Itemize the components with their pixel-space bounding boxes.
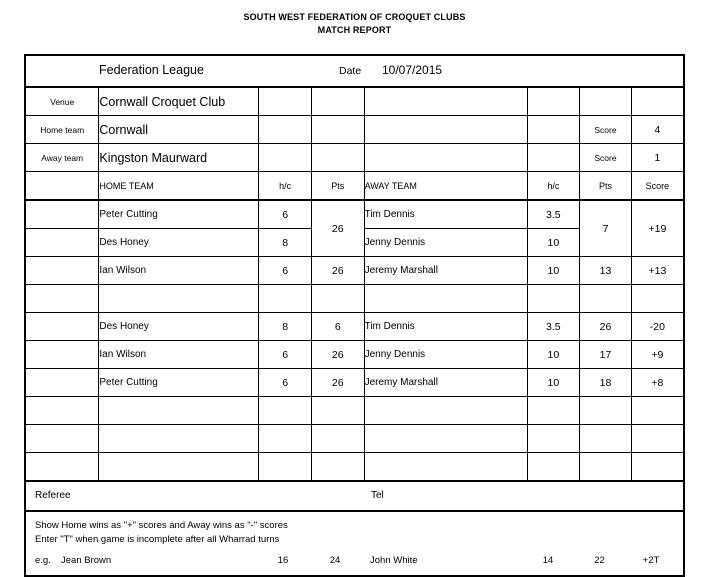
game-row bbox=[25, 369, 684, 397]
game-score[interactable]: +9 bbox=[631, 341, 684, 369]
col-header-blank bbox=[25, 172, 99, 201]
game-row-marker bbox=[25, 200, 99, 229]
game-home-name[interactable]: Des Honey bbox=[99, 229, 259, 257]
away-team-value[interactable]: Kingston Maurward bbox=[99, 144, 259, 172]
venue-blank-home-hc bbox=[259, 87, 312, 116]
game-home-hc[interactable]: 6 bbox=[259, 200, 312, 229]
game-home-name[interactable]: Ian Wilson bbox=[99, 341, 259, 369]
blank-cell bbox=[25, 453, 99, 482]
col-header-away-team: AWAY TEAM bbox=[364, 172, 527, 201]
blank-cell[interactable] bbox=[527, 453, 580, 482]
venue-blank-away bbox=[364, 87, 527, 116]
game-away-name[interactable]: Tim Dennis bbox=[364, 313, 527, 341]
game-home-name[interactable]: Des Honey bbox=[99, 313, 259, 341]
game-row-marker bbox=[25, 341, 99, 369]
game-home-pts[interactable]: 26 bbox=[311, 369, 364, 397]
column-header-row bbox=[25, 172, 684, 201]
game-away-hc[interactable]: 10 bbox=[527, 229, 580, 257]
blank-cell[interactable] bbox=[259, 397, 312, 425]
example-away-name: John White bbox=[370, 555, 418, 566]
blank-cell[interactable] bbox=[99, 425, 259, 453]
spacer-cell[interactable] bbox=[311, 285, 364, 313]
game-row bbox=[25, 200, 684, 229]
game-away-pts[interactable]: 7 bbox=[580, 200, 632, 257]
col-header-home-pts: Pts bbox=[311, 172, 364, 201]
example-home-pts: 24 bbox=[329, 555, 341, 566]
blank-cell[interactable] bbox=[580, 453, 632, 482]
game-away-pts[interactable]: 18 bbox=[580, 369, 632, 397]
game-home-hc[interactable]: 6 bbox=[259, 369, 312, 397]
game-score[interactable]: +13 bbox=[631, 257, 684, 285]
game-home-hc[interactable]: 6 bbox=[259, 341, 312, 369]
venue-blank-away-hc bbox=[527, 87, 580, 116]
game-row bbox=[25, 257, 684, 285]
venue-row bbox=[25, 87, 684, 116]
venue-value[interactable]: Cornwall Croquet Club bbox=[99, 87, 259, 116]
league-date-cell bbox=[25, 55, 684, 87]
home-score-value[interactable]: 4 bbox=[631, 116, 684, 144]
title-line-1: SOUTH WEST FEDERATION OF CROQUET CLUBS bbox=[243, 12, 466, 22]
blank-cell[interactable] bbox=[311, 425, 364, 453]
league-name: Federation League bbox=[99, 63, 204, 77]
blank-cell[interactable] bbox=[527, 397, 580, 425]
home-team-label: Home team bbox=[25, 116, 99, 144]
blank-cell[interactable] bbox=[631, 425, 684, 453]
game-row bbox=[25, 341, 684, 369]
document-title bbox=[0, 0, 709, 37]
home-blank-away bbox=[364, 116, 527, 144]
game-score[interactable]: +19 bbox=[631, 200, 684, 257]
game-home-name[interactable]: Peter Cutting bbox=[99, 369, 259, 397]
home-blank-hc bbox=[259, 116, 312, 144]
col-header-away-pts: Pts bbox=[580, 172, 632, 201]
game-away-pts[interactable]: 17 bbox=[580, 341, 632, 369]
game-row-marker bbox=[25, 313, 99, 341]
game-score[interactable]: +8 bbox=[631, 369, 684, 397]
away-blank-pts bbox=[311, 144, 364, 172]
blank-entry-row bbox=[25, 425, 684, 453]
match-report-table bbox=[24, 54, 685, 577]
match-report-form bbox=[24, 54, 685, 577]
spacer-row bbox=[25, 285, 684, 313]
blank-cell bbox=[25, 397, 99, 425]
example-home-hc: 16 bbox=[277, 555, 289, 566]
league-date-row bbox=[25, 55, 684, 87]
game-home-pts[interactable]: 26 bbox=[311, 341, 364, 369]
col-header-away-hc: h/c bbox=[527, 172, 580, 201]
spacer-cell[interactable] bbox=[99, 285, 259, 313]
game-home-pts[interactable]: 26 bbox=[311, 257, 364, 285]
game-away-hc[interactable]: 3.5 bbox=[527, 313, 580, 341]
example-score: +2T bbox=[642, 555, 660, 566]
notes-row bbox=[25, 511, 684, 576]
referee-cell bbox=[25, 481, 684, 511]
game-row bbox=[25, 313, 684, 341]
blank-cell[interactable] bbox=[580, 425, 632, 453]
venue-blank-home-pts bbox=[311, 87, 364, 116]
game-home-hc[interactable]: 6 bbox=[259, 257, 312, 285]
game-home-name[interactable]: Ian Wilson bbox=[99, 257, 259, 285]
game-row-marker bbox=[25, 257, 99, 285]
game-away-name[interactable]: Jenny Dennis bbox=[364, 229, 527, 257]
notes-cell bbox=[25, 511, 684, 576]
game-score[interactable]: -20 bbox=[631, 313, 684, 341]
blank-cell[interactable] bbox=[99, 453, 259, 482]
blank-entry-row bbox=[25, 453, 684, 482]
home-blank-away-hc bbox=[527, 116, 580, 144]
col-header-home-team: HOME TEAM bbox=[99, 172, 259, 201]
game-away-hc[interactable]: 3.5 bbox=[527, 200, 580, 229]
away-blank-away-hc bbox=[527, 144, 580, 172]
col-header-score: Score bbox=[631, 172, 684, 201]
blank-cell[interactable] bbox=[527, 425, 580, 453]
game-away-pts[interactable]: 26 bbox=[580, 313, 632, 341]
spacer-cell[interactable] bbox=[527, 285, 580, 313]
note-line-1: Show Home wins as "+" scores and Away wins as "-" scores bbox=[35, 520, 288, 531]
col-header-home-hc: h/c bbox=[259, 172, 312, 201]
away-score-value[interactable]: 1 bbox=[631, 144, 684, 172]
blank-cell bbox=[25, 425, 99, 453]
blank-cell[interactable] bbox=[311, 453, 364, 482]
example-row bbox=[26, 555, 683, 571]
blank-cell[interactable] bbox=[364, 425, 527, 453]
game-home-pts[interactable]: 26 bbox=[311, 200, 364, 257]
blank-cell[interactable] bbox=[364, 453, 527, 482]
away-team-label: Away team bbox=[25, 144, 99, 172]
blank-cell[interactable] bbox=[580, 397, 632, 425]
blank-cell[interactable] bbox=[99, 397, 259, 425]
away-score-label: Score bbox=[580, 144, 632, 172]
venue-score-label bbox=[580, 87, 632, 116]
game-away-hc[interactable]: 10 bbox=[527, 257, 580, 285]
home-blank-pts bbox=[311, 116, 364, 144]
example-away-hc: 14 bbox=[542, 555, 554, 566]
game-away-name[interactable]: Jenny Dennis bbox=[364, 341, 527, 369]
blank-cell[interactable] bbox=[311, 397, 364, 425]
example-away-pts: 22 bbox=[594, 555, 605, 566]
venue-label: Venue bbox=[25, 87, 99, 116]
away-blank-hc bbox=[259, 144, 312, 172]
venue-score-value bbox=[631, 87, 684, 116]
game-home-hc[interactable]: 8 bbox=[259, 313, 312, 341]
game-home-hc[interactable]: 8 bbox=[259, 229, 312, 257]
game-away-hc[interactable]: 10 bbox=[527, 341, 580, 369]
note-line-2: Enter "T" when game is incomplete after all Wharrad turns bbox=[35, 534, 280, 545]
spacer-cell[interactable] bbox=[364, 285, 527, 313]
spacer-cell[interactable] bbox=[631, 285, 684, 313]
blank-cell[interactable] bbox=[631, 453, 684, 482]
away-blank-away bbox=[364, 144, 527, 172]
referee-row bbox=[25, 481, 684, 511]
game-away-name[interactable]: Jeremy Marshall bbox=[364, 369, 527, 397]
home-team-row bbox=[25, 116, 684, 144]
blank-cell[interactable] bbox=[259, 453, 312, 482]
game-away-name[interactable]: Jeremy Marshall bbox=[364, 257, 527, 285]
game-home-pts[interactable]: 6 bbox=[311, 313, 364, 341]
blank-cell[interactable] bbox=[631, 397, 684, 425]
blank-cell[interactable] bbox=[364, 397, 527, 425]
home-score-label: Score bbox=[580, 116, 632, 144]
away-team-row bbox=[25, 144, 684, 172]
game-away-name[interactable]: Tim Dennis bbox=[364, 200, 527, 229]
game-home-name[interactable]: Peter Cutting bbox=[99, 200, 259, 229]
spacer-cell[interactable] bbox=[580, 285, 632, 313]
blank-entry-row bbox=[25, 397, 684, 425]
game-away-hc[interactable]: 10 bbox=[527, 369, 580, 397]
title-line-2: MATCH REPORT bbox=[317, 25, 392, 35]
example-tag: e.g. bbox=[35, 555, 51, 566]
referee-label: Referee bbox=[35, 490, 71, 501]
date-label: Date bbox=[339, 65, 362, 77]
game-away-pts[interactable]: 13 bbox=[580, 257, 632, 285]
blank-cell[interactable] bbox=[259, 425, 312, 453]
spacer-cell bbox=[25, 285, 99, 313]
game-row-marker bbox=[25, 229, 99, 257]
tel-label: Tel bbox=[371, 490, 384, 501]
date-value[interactable]: 10/07/2015 bbox=[382, 63, 443, 77]
home-team-value[interactable]: Cornwall bbox=[99, 116, 259, 144]
game-row-marker bbox=[25, 369, 99, 397]
spacer-cell[interactable] bbox=[259, 285, 312, 313]
example-home-name: Jean Brown bbox=[61, 555, 112, 566]
